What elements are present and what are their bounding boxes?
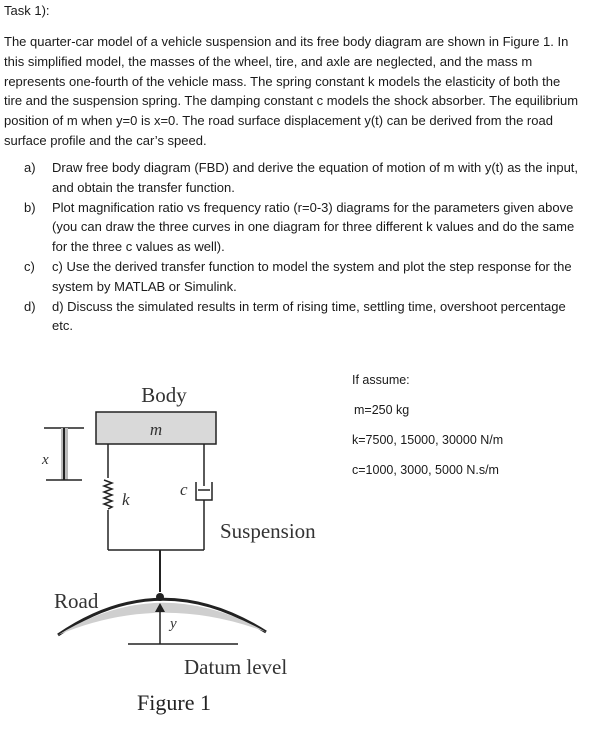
- item-line: Plot magnification ratio vs frequency ratio (r=0-3) diagrams for the parameters given above: [52, 199, 574, 215]
- item-letter: d): [24, 298, 36, 314]
- intro-line: The quarter-car model of a vehicle suspension and its free body diagram are shown in Figure 1. In: [4, 34, 569, 49]
- assume-mass: m=250 kg: [354, 403, 410, 417]
- item-letter: c): [24, 258, 35, 274]
- task-title: Task 1):: [4, 3, 50, 18]
- y-label: y: [170, 616, 177, 632]
- item-line: etc.: [52, 318, 73, 334]
- assume-heading: If assume:: [352, 373, 410, 387]
- assume-damping: c=1000, 3000, 5000 N.s/m: [352, 463, 499, 477]
- intro-line: this simplified model, the masses of the wheel, tire, and axle are neglected, and the mass m: [4, 53, 533, 69]
- task-item-c: [24, 257, 604, 297]
- item-letter: b): [24, 199, 36, 215]
- road-label: Road: [54, 589, 99, 613]
- x-label: x: [42, 452, 49, 468]
- mass-label: m: [149, 420, 163, 439]
- item-line: d) Discuss the simulated results in term of rising time, settling time, overshoot percentage: [52, 298, 566, 314]
- task-item-a: [24, 158, 604, 198]
- suspension-label: Suspension: [220, 519, 316, 543]
- intro-line: position of m when y=0 is x=0. The road surface displacement y(t) can be derived from the road: [4, 113, 553, 129]
- intro-line: represents one-fourth of the vehicle mass. The spring constant k models the elasticity of both the: [4, 73, 561, 89]
- k-label: k: [122, 490, 130, 509]
- c-label: c: [180, 480, 188, 499]
- item-line: system by MATLAB or Simulink.: [52, 278, 237, 294]
- assume-spring: k=7500, 15000, 30000 N/m: [352, 433, 504, 447]
- item-line: c) Use the derived transfer function to model the system and plot the step response for the: [52, 258, 572, 274]
- quarter-car-figure: [28, 360, 328, 725]
- task-item-d: [24, 297, 604, 337]
- datum-label: Datum level: [184, 655, 288, 679]
- item-line: (you can draw the three curves in one diagram for three different k values and do the same: [52, 219, 575, 235]
- spring-coil: [104, 480, 112, 509]
- figure-caption: Figure 1: [137, 690, 211, 715]
- intro-line: tire and the suspension spring. The damping constant c models the shock absorber. The equilibrium: [4, 93, 579, 109]
- item-line: and obtain the transfer function.: [52, 179, 235, 195]
- body-label: Body: [141, 383, 187, 407]
- intro-paragraph: [4, 32, 604, 151]
- task-item-b: [24, 198, 604, 257]
- item-line: for the three c values as well).: [52, 239, 225, 255]
- intro-line: surface profile and the car’s speed.: [4, 132, 207, 148]
- item-line: Draw free body diagram (FBD) and derive the equation of motion of m with y(t) as the input,: [52, 160, 579, 175]
- task-list: [24, 158, 604, 336]
- item-letter: a): [24, 160, 36, 175]
